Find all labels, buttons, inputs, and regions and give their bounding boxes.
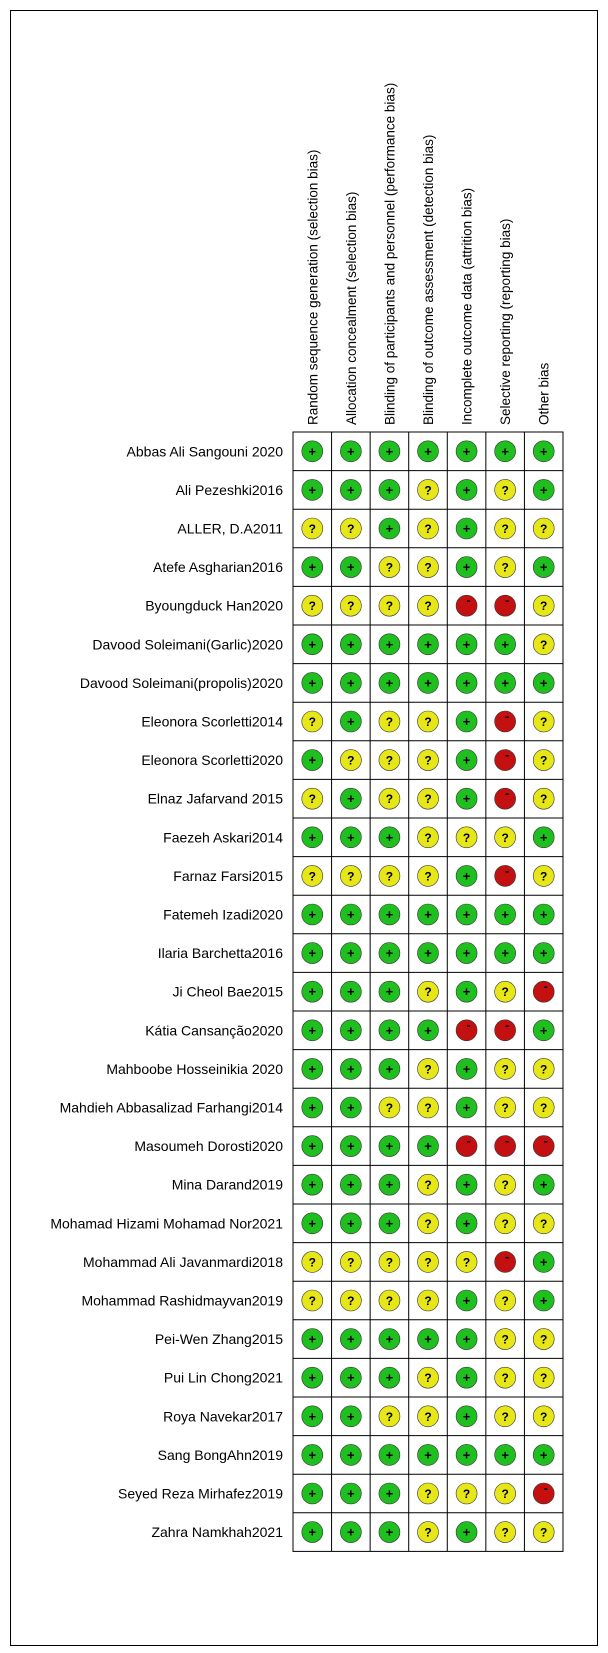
rating-symbol: ? <box>308 869 316 884</box>
rating-symbol: + <box>347 1061 355 1077</box>
rating-symbol: ? <box>540 869 548 884</box>
study-label: Mohammad Rashidmayvan2019 <box>81 1292 283 1309</box>
rating-symbol: ? <box>540 1332 548 1347</box>
rating-symbol: ? <box>308 599 316 614</box>
rating-symbol: + <box>424 1447 432 1463</box>
rating-symbol: + <box>462 521 471 536</box>
rating-symbol: + <box>462 482 471 498</box>
rating-symbol: ? <box>501 1371 509 1386</box>
study-label: Mina Darand2019 <box>171 1176 283 1193</box>
rating-symbol: - <box>504 747 510 763</box>
rating-symbol: + <box>424 443 432 459</box>
rating-symbol: - <box>504 862 510 878</box>
rating-symbol: + <box>462 1061 471 1077</box>
rating-symbol: ? <box>501 1178 509 1193</box>
rating-symbol: + <box>424 1138 432 1154</box>
rating-symbol: ? <box>424 560 432 575</box>
rating-symbol: + <box>539 1254 548 1270</box>
rating-symbol: ? <box>424 869 432 884</box>
rating-symbol: + <box>308 443 317 459</box>
rating-symbol: + <box>347 675 355 691</box>
rating-symbol: + <box>539 945 548 961</box>
rating-symbol: + <box>308 829 317 845</box>
study-label: Byoungduck Han2020 <box>145 597 283 614</box>
rating-symbol: + <box>308 559 317 575</box>
rating-symbol: + <box>385 482 394 498</box>
rating-symbol: ? <box>385 1101 394 1115</box>
rating-symbol: + <box>424 1022 432 1038</box>
rating-symbol: ? <box>424 1371 432 1386</box>
rating-symbol: ? <box>385 753 394 768</box>
rating-symbol: + <box>347 945 355 961</box>
rating-symbol: + <box>308 636 317 652</box>
rating-symbol: ? <box>424 483 432 498</box>
rating-symbol: + <box>347 1331 355 1347</box>
rating-symbol: + <box>539 1447 548 1463</box>
rating-symbol: ? <box>501 1294 509 1308</box>
rating-symbol: + <box>385 443 394 459</box>
rating-symbol: + <box>347 1486 355 1501</box>
rating-symbol: + <box>462 443 471 459</box>
study-label: Fatemeh Izadi2020 <box>163 906 283 923</box>
rating-symbol: + <box>462 1447 471 1463</box>
rating-symbol: + <box>308 482 317 498</box>
rating-symbol: ? <box>501 1062 509 1077</box>
rating-symbol: + <box>347 791 355 807</box>
rating-symbol: + <box>347 636 355 652</box>
rating-symbol: + <box>308 1447 317 1463</box>
rating-symbol: - <box>504 1248 510 1264</box>
rating-symbol: - <box>504 1017 510 1033</box>
risk-of-bias-grid <box>11 11 599 1647</box>
rating-symbol: + <box>308 1486 317 1501</box>
rating-symbol: ? <box>308 1255 316 1270</box>
rating-symbol: + <box>462 907 471 922</box>
rating-symbol: ? <box>540 599 548 614</box>
rating-symbol: + <box>308 675 317 691</box>
rating-symbol: + <box>347 1022 355 1038</box>
rating-symbol: + <box>501 945 509 961</box>
rating-symbol: + <box>308 1408 317 1424</box>
rating-symbol: + <box>308 1138 317 1154</box>
rating-symbol: + <box>462 1331 471 1347</box>
rating-symbol: ? <box>385 560 394 575</box>
rating-symbol: ? <box>347 1255 355 1270</box>
rating-symbol: ? <box>540 1371 548 1386</box>
rating-symbol: ? <box>501 560 509 575</box>
column-header: Selective reporting (reporting bias) <box>498 218 514 425</box>
rating-symbol: ? <box>501 1216 509 1231</box>
rating-symbol: + <box>462 945 471 961</box>
rating-symbol: ? <box>540 1062 548 1077</box>
column-header: Allocation concealment (selection bias) <box>343 191 359 425</box>
rating-symbol: ? <box>424 1487 432 1501</box>
rating-symbol: + <box>462 636 471 652</box>
rating-symbol: + <box>462 1370 471 1386</box>
column-header: Incomplete outcome data (attrition bias) <box>459 187 475 425</box>
rating-symbol: + <box>347 1215 355 1231</box>
rating-symbol: ? <box>424 753 432 768</box>
rating-symbol: ? <box>501 522 509 536</box>
rating-symbol: + <box>308 1100 317 1115</box>
column-header: Blinding of participants and personnel (performance bias) <box>382 82 398 425</box>
rating-symbol: + <box>347 907 355 922</box>
rating-symbol: ? <box>424 522 432 536</box>
rating-symbol: + <box>347 829 355 845</box>
rating-symbol: ? <box>347 599 355 614</box>
rating-symbol: + <box>347 559 355 575</box>
rating-symbol: + <box>347 1177 355 1193</box>
rating-symbol: + <box>308 1215 317 1231</box>
rating-symbol: + <box>539 1293 548 1308</box>
rating-symbol: ? <box>501 1409 509 1424</box>
rating-symbol: ? <box>540 1525 548 1540</box>
rating-symbol: - <box>466 1133 471 1149</box>
study-label: Eleonora Scorletti2020 <box>141 752 283 769</box>
rating-symbol: + <box>385 521 394 536</box>
rating-symbol: ? <box>308 792 316 807</box>
rating-symbol: ? <box>424 1255 432 1270</box>
study-label: Davood Soleimani(Garlic)2020 <box>92 636 283 653</box>
rating-symbol: ? <box>424 599 432 614</box>
rating-symbol: + <box>539 559 548 575</box>
rating-symbol: - <box>543 978 548 994</box>
rating-symbol: + <box>347 714 355 729</box>
study-label: Ji Cheol Bae2015 <box>172 983 283 1000</box>
rating-symbol: + <box>539 1022 548 1038</box>
rating-symbol: + <box>385 1331 394 1347</box>
rating-symbol: - <box>466 592 471 608</box>
rating-symbol: ? <box>385 792 394 807</box>
rating-symbol: + <box>462 1215 471 1231</box>
rating-symbol: ? <box>385 715 394 729</box>
rating-symbol: ? <box>424 1062 432 1077</box>
study-label: Atefe Asgharian2016 <box>153 559 283 576</box>
rating-symbol: ? <box>424 1525 432 1540</box>
rating-symbol: ? <box>308 715 316 729</box>
study-label: Eleonora Scorletti2014 <box>141 713 283 730</box>
rating-symbol: ? <box>501 830 509 845</box>
rating-symbol: + <box>347 1524 355 1540</box>
rating-symbol: - <box>504 708 510 724</box>
rating-symbol: - <box>504 1133 510 1149</box>
rating-symbol: + <box>462 984 471 1000</box>
rating-symbol: ? <box>462 1255 471 1270</box>
rating-symbol: ? <box>501 1487 509 1501</box>
rating-symbol: + <box>385 1022 394 1038</box>
rating-symbol: + <box>539 907 548 922</box>
rating-symbol: + <box>462 791 471 807</box>
study-label: ALLER, D.A2011 <box>177 520 283 537</box>
rating-symbol: + <box>462 868 471 884</box>
rating-symbol: + <box>539 829 548 845</box>
rating-symbol: + <box>501 907 509 922</box>
rating-symbol: + <box>385 636 394 652</box>
rating-symbol: + <box>347 1408 355 1424</box>
rating-symbol: + <box>462 1177 471 1193</box>
rating-symbol: + <box>308 1177 317 1193</box>
rating-symbol: ? <box>424 1294 432 1308</box>
rating-symbol: + <box>385 1177 394 1193</box>
rating-symbol: + <box>462 714 471 729</box>
study-label: Farnaz Farsi2015 <box>173 867 283 884</box>
rating-symbol: ? <box>540 522 548 536</box>
rating-symbol: + <box>424 636 432 652</box>
rating-symbol: - <box>466 1017 471 1033</box>
rating-symbol: + <box>385 1215 394 1231</box>
rating-symbol: + <box>385 1447 394 1463</box>
column-header: Other bias <box>536 362 552 425</box>
study-label: Davood Soleimani(propolis)2020 <box>79 674 283 691</box>
rating-symbol: ? <box>424 1216 432 1231</box>
rating-symbol: + <box>501 675 509 691</box>
study-label: Roya Navekar2017 <box>163 1408 283 1425</box>
study-label: Kátia Cansanção2020 <box>145 1022 283 1039</box>
rating-symbol: + <box>347 1447 355 1463</box>
rating-symbol: ? <box>424 1178 432 1193</box>
rating-symbol: + <box>385 1370 394 1386</box>
rating-symbol: + <box>462 1100 471 1115</box>
rating-symbol: ? <box>501 1525 509 1540</box>
rating-symbol: + <box>385 1061 394 1077</box>
study-label: Mahdieh Abbasalizad Farhangi2014 <box>59 1099 283 1116</box>
rating-symbol: + <box>462 1293 471 1308</box>
rating-symbol: + <box>424 675 432 691</box>
rating-symbol: + <box>501 636 509 652</box>
rating-symbol: + <box>308 752 317 768</box>
rating-symbol: ? <box>540 1101 548 1115</box>
study-label: Pui Lin Chong2021 <box>163 1369 283 1386</box>
rating-symbol: + <box>347 1138 355 1154</box>
study-label: Elnaz Jafarvand 2015 <box>147 790 283 807</box>
study-label: Mohammad Ali Javanmardi2018 <box>83 1253 283 1270</box>
rating-symbol: + <box>539 1177 548 1193</box>
rating-symbol: ? <box>424 830 432 845</box>
rating-symbol: ? <box>385 1255 394 1270</box>
rating-symbol: ? <box>540 637 548 652</box>
rating-symbol: + <box>385 945 394 961</box>
study-label: Masoumeh Dorosti2020 <box>134 1138 283 1155</box>
rating-symbol: + <box>539 675 548 691</box>
rating-symbol: + <box>347 1100 355 1115</box>
rating-symbol: ? <box>540 792 548 807</box>
rating-symbol: ? <box>308 1294 316 1308</box>
rating-symbol: + <box>308 945 317 961</box>
rating-symbol: ? <box>462 830 471 845</box>
rating-symbol: ? <box>501 483 509 498</box>
rating-symbol: + <box>308 1524 317 1540</box>
rating-symbol: + <box>424 907 432 922</box>
rating-symbol: + <box>462 1408 471 1424</box>
rating-symbol: + <box>462 675 471 691</box>
study-label: Mahboobe Hosseinikia 2020 <box>106 1060 283 1077</box>
rating-symbol: ? <box>540 715 548 729</box>
rating-symbol: + <box>308 907 317 922</box>
study-label: Pei-Wen Zhang2015 <box>154 1331 283 1348</box>
rating-symbol: ? <box>385 1294 394 1308</box>
rating-symbol: + <box>385 1486 394 1501</box>
rating-symbol: + <box>462 752 471 768</box>
rating-symbol: ? <box>424 715 432 729</box>
rating-symbol: + <box>539 482 548 498</box>
rating-symbol: ? <box>347 522 355 536</box>
rating-symbol: - <box>543 1133 548 1149</box>
rating-symbol: ? <box>385 599 394 614</box>
rating-symbol: ? <box>501 1101 509 1115</box>
rating-symbol: ? <box>424 1101 432 1115</box>
rating-symbol: ? <box>347 1294 355 1308</box>
rating-symbol: + <box>308 1370 317 1386</box>
rating-symbol: ? <box>501 985 509 1000</box>
rating-symbol: + <box>347 443 355 459</box>
study-label: Mohamad Hizami Mohamad Nor2021 <box>50 1215 283 1232</box>
column-header: Blinding of outcome assessment (detection bias) <box>420 134 436 425</box>
rating-symbol: + <box>385 829 394 845</box>
study-label: Abbas Ali Sangouni 2020 <box>126 443 283 460</box>
rating-symbol: ? <box>424 985 432 1000</box>
rating-symbol: + <box>385 1138 394 1154</box>
rating-symbol: ? <box>540 1216 548 1231</box>
rating-symbol: + <box>347 1370 355 1386</box>
rating-symbol: + <box>347 482 355 498</box>
rating-symbol: - <box>504 592 510 608</box>
rating-symbol: ? <box>501 1332 509 1347</box>
rating-symbol: ? <box>385 869 394 884</box>
rating-symbol: + <box>501 1447 509 1463</box>
rating-symbol: + <box>424 945 432 961</box>
rating-symbol: + <box>424 1331 432 1347</box>
rating-symbol: + <box>308 1331 317 1347</box>
rating-symbol: ? <box>308 522 316 536</box>
rating-symbol: + <box>462 1524 471 1540</box>
rating-symbol: + <box>308 984 317 1000</box>
rating-symbol: + <box>347 984 355 1000</box>
rating-symbol: ? <box>424 792 432 807</box>
rating-symbol: + <box>385 907 394 922</box>
rating-symbol: + <box>501 443 509 459</box>
rating-symbol: ? <box>385 1409 394 1424</box>
study-label: Sang BongAhn2019 <box>157 1446 283 1463</box>
rating-symbol: ? <box>347 753 355 768</box>
study-label: Ali Pezeshki2016 <box>175 481 283 498</box>
rating-symbol: - <box>504 785 510 801</box>
study-label: Seyed Reza Mirhafez2019 <box>118 1485 283 1502</box>
risk-of-bias-summary <box>10 10 598 1646</box>
rating-symbol: + <box>385 675 394 691</box>
study-label: Faezeh Askari2014 <box>163 829 283 846</box>
study-label: Zahra Namkhah2021 <box>151 1524 283 1541</box>
rating-symbol: ? <box>540 753 548 768</box>
rating-symbol: + <box>308 1061 317 1077</box>
rating-symbol: + <box>539 443 548 459</box>
column-header: Random sequence generation (selection bias) <box>305 149 321 425</box>
rating-symbol: ? <box>424 1409 432 1424</box>
rating-symbol: ? <box>540 1409 548 1424</box>
rating-symbol: - <box>543 1480 548 1496</box>
study-label: Ilaria Barchetta2016 <box>157 945 283 962</box>
rating-symbol: + <box>385 1524 394 1540</box>
rating-symbol: ? <box>347 869 355 884</box>
rating-symbol: + <box>308 1022 317 1038</box>
rating-symbol: + <box>385 984 394 1000</box>
rating-symbol: + <box>462 559 471 575</box>
rating-symbol: ? <box>462 1487 471 1501</box>
